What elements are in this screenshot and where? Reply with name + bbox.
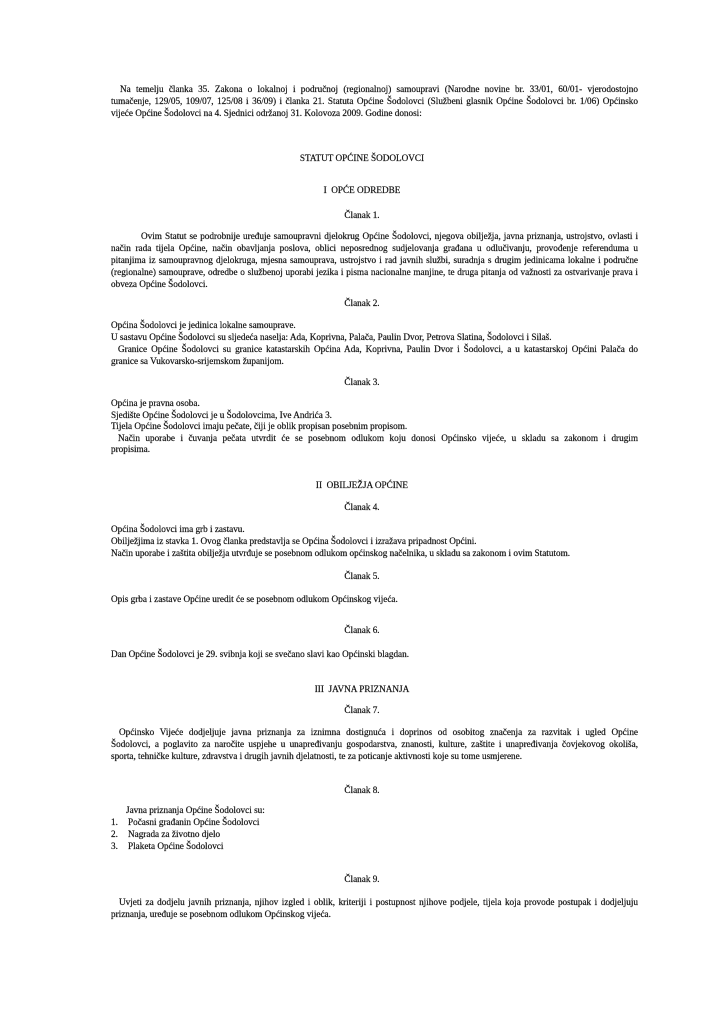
paragraph-line: Šodolovci, a poglavito za naročite uspjehe u unapređivanju gospodarstva, znanosti, kulture, zaštite i unapređivanja čovjekovog okoliša, — [111, 739, 638, 749]
section-heading: III JAVNA PRIZNANJA — [314, 684, 410, 694]
article-heading: Članak 3. — [344, 377, 380, 387]
paragraph-line: Sjedište Općine Šodolovci je u Šodolovcima, Ive Andrića 3. — [111, 410, 332, 420]
preamble-line: tumačenje, 129/05, 109/07, 125/08 i 36/09) i članka 21. Statuta Općine Šodolovci (Službeni glasnik Općine Šodolovci br. 1/06) Općinsko — [111, 96, 638, 106]
paragraph-line: Opis grba i zastave Općine uredit će se posebnom odlukom Općinskog vijeća. — [111, 594, 398, 604]
list-text: Nagrada za životno djelo — [128, 829, 221, 839]
paragraph-line: Dan Općine Šodolovci je 29. svibnja koji se svečano slavi kao Općinski blagdan. — [111, 649, 410, 659]
paragraph-line: Način uporabe i čuvanja pečata utvrdit će se posebnom odlukom koju donosi Općinsko vijeće, u skladu sa zakonom i drugim — [118, 433, 638, 443]
paragraph-line: način rada tijela Općine, način obavljanja poslova, oblici neposrednog sudjelovanja građana u odlučivanju, provođenje referenduma u — [111, 243, 638, 253]
paragraph-line: obveza Općine Šodolovci. — [111, 279, 208, 289]
preamble-line: Na temelju članka 35. Zakona o lokalnoj i područnoj (regionalnoj) samoupravi (Narodne novine br. 33/01, 60/01- vjerodostojno — [120, 84, 638, 94]
list-text: Počasni građanin Općine Šodolovci — [128, 817, 260, 827]
paragraph-line: Općina Šodolovci je jedinica lokalne samouprave. — [111, 320, 296, 330]
list-number: 3. — [111, 841, 118, 851]
list-text: Plaketa Općine Šodolovci — [128, 841, 224, 851]
paragraph-line: pitanjima iz samoupravnog djelokruga, mjesna samouprava, ustrojstvo i rad javnih službi, suradnja s drugim jedinicama lokalne i područne — [111, 255, 638, 265]
article-heading: Članak 8. — [344, 785, 380, 795]
section-heading: I OPĆE ODREDBE — [323, 185, 401, 195]
article-heading: Članak 4. — [344, 502, 380, 512]
article-heading: Članak 7. — [344, 705, 380, 715]
paragraph-line: granice sa Vukovarsko-srijemskom županijom. — [111, 356, 284, 366]
paragraph-line: Javna priznanja Općine Šodolovci su: — [126, 805, 265, 815]
preamble-line: vijeće Općine Šodolovci na 4. Sjednici održanoj 31. Kolovoza 2009. Godine donosi: — [111, 108, 422, 118]
article-heading: Članak 5. — [344, 571, 380, 581]
article-heading: Članak 2. — [344, 298, 380, 308]
paragraph-line: U sastavu Općine Šodolovci su sljedeća naselja: Ada, Koprivna, Palača, Paulin Dvor, Petrova Slatina, Šodolovci i Silaš. — [111, 332, 552, 342]
paragraph-line: Općina Šodolovci ima grb i zastavu. — [111, 524, 245, 534]
paragraph-line: propisima. — [111, 444, 151, 454]
paragraph-line: Obilježjima iz stavka 1. Ovog članka predstavlja se Općina Šodolovci i izražava pripadnost Općini. — [111, 536, 477, 546]
paragraph-line: Općina je pravna osoba. — [111, 398, 200, 408]
paragraph-line: priznanja, uređuje se posebnom odlukom Općinskog vijeća. — [111, 909, 331, 919]
article-heading: Članak 9. — [344, 874, 380, 884]
paragraph-line: Općinsko Vijeće dodjeljuje javna priznanja za iznimna dostignuća i doprinos od osobitog značenja za razvitak i ugled Općine — [119, 727, 638, 737]
section-heading: II OBILJEŽJA OPĆINE — [315, 480, 409, 490]
article-heading: Članak 1. — [344, 210, 380, 220]
paragraph-line: Način uporabe i zaštita obilježja utvrđuje se posebnom odlukom općinskog načelnika, u skladu sa zakonom i ovim Statutom. — [111, 548, 571, 558]
paragraph-line: Tijela Općine Šodolovci imaju pečate, čiji je oblik propisan posebnim propisom. — [111, 421, 408, 431]
paragraph-line: Granice Općine Šodolovci su granice katastarskih Općina Ada, Koprivna, Paulin Dvor i Šodolovci, a u katastarskoj Općini Palača do — [118, 344, 638, 354]
list-number: 1. — [111, 817, 118, 827]
paragraph-line: (regionalne) samouprave, odredbe o službenoj uporabi jezika i pisma nacionalne manjine, te druga pitanja od važnosti za ostvarivanje prava i — [111, 267, 638, 277]
document-title: STATUT OPĆINE ŠODOLOVCI — [299, 153, 425, 163]
article-heading: Članak 6. — [344, 625, 380, 635]
list-number: 2. — [111, 829, 118, 839]
paragraph-line: Uvjeti za dodjelu javnih priznanja, njihov izgled i oblik, kriteriji i postupnost njihove podjele, tijela koja provode postupak i dodjeljuju — [119, 897, 638, 907]
paragraph-line: Ovim Statut se podrobnije uređuje samoupravni djelokrug Općine Šodolovci, njegova obilježja, javna priznanja, ustrojstvo, ovlasti i — [141, 231, 638, 241]
paragraph-line: sporta, tehničke kulture, zdravstva i drugih javnih djelatnosti, te za poticanje aktivnosti koje su tome usmjerene. — [111, 751, 523, 761]
